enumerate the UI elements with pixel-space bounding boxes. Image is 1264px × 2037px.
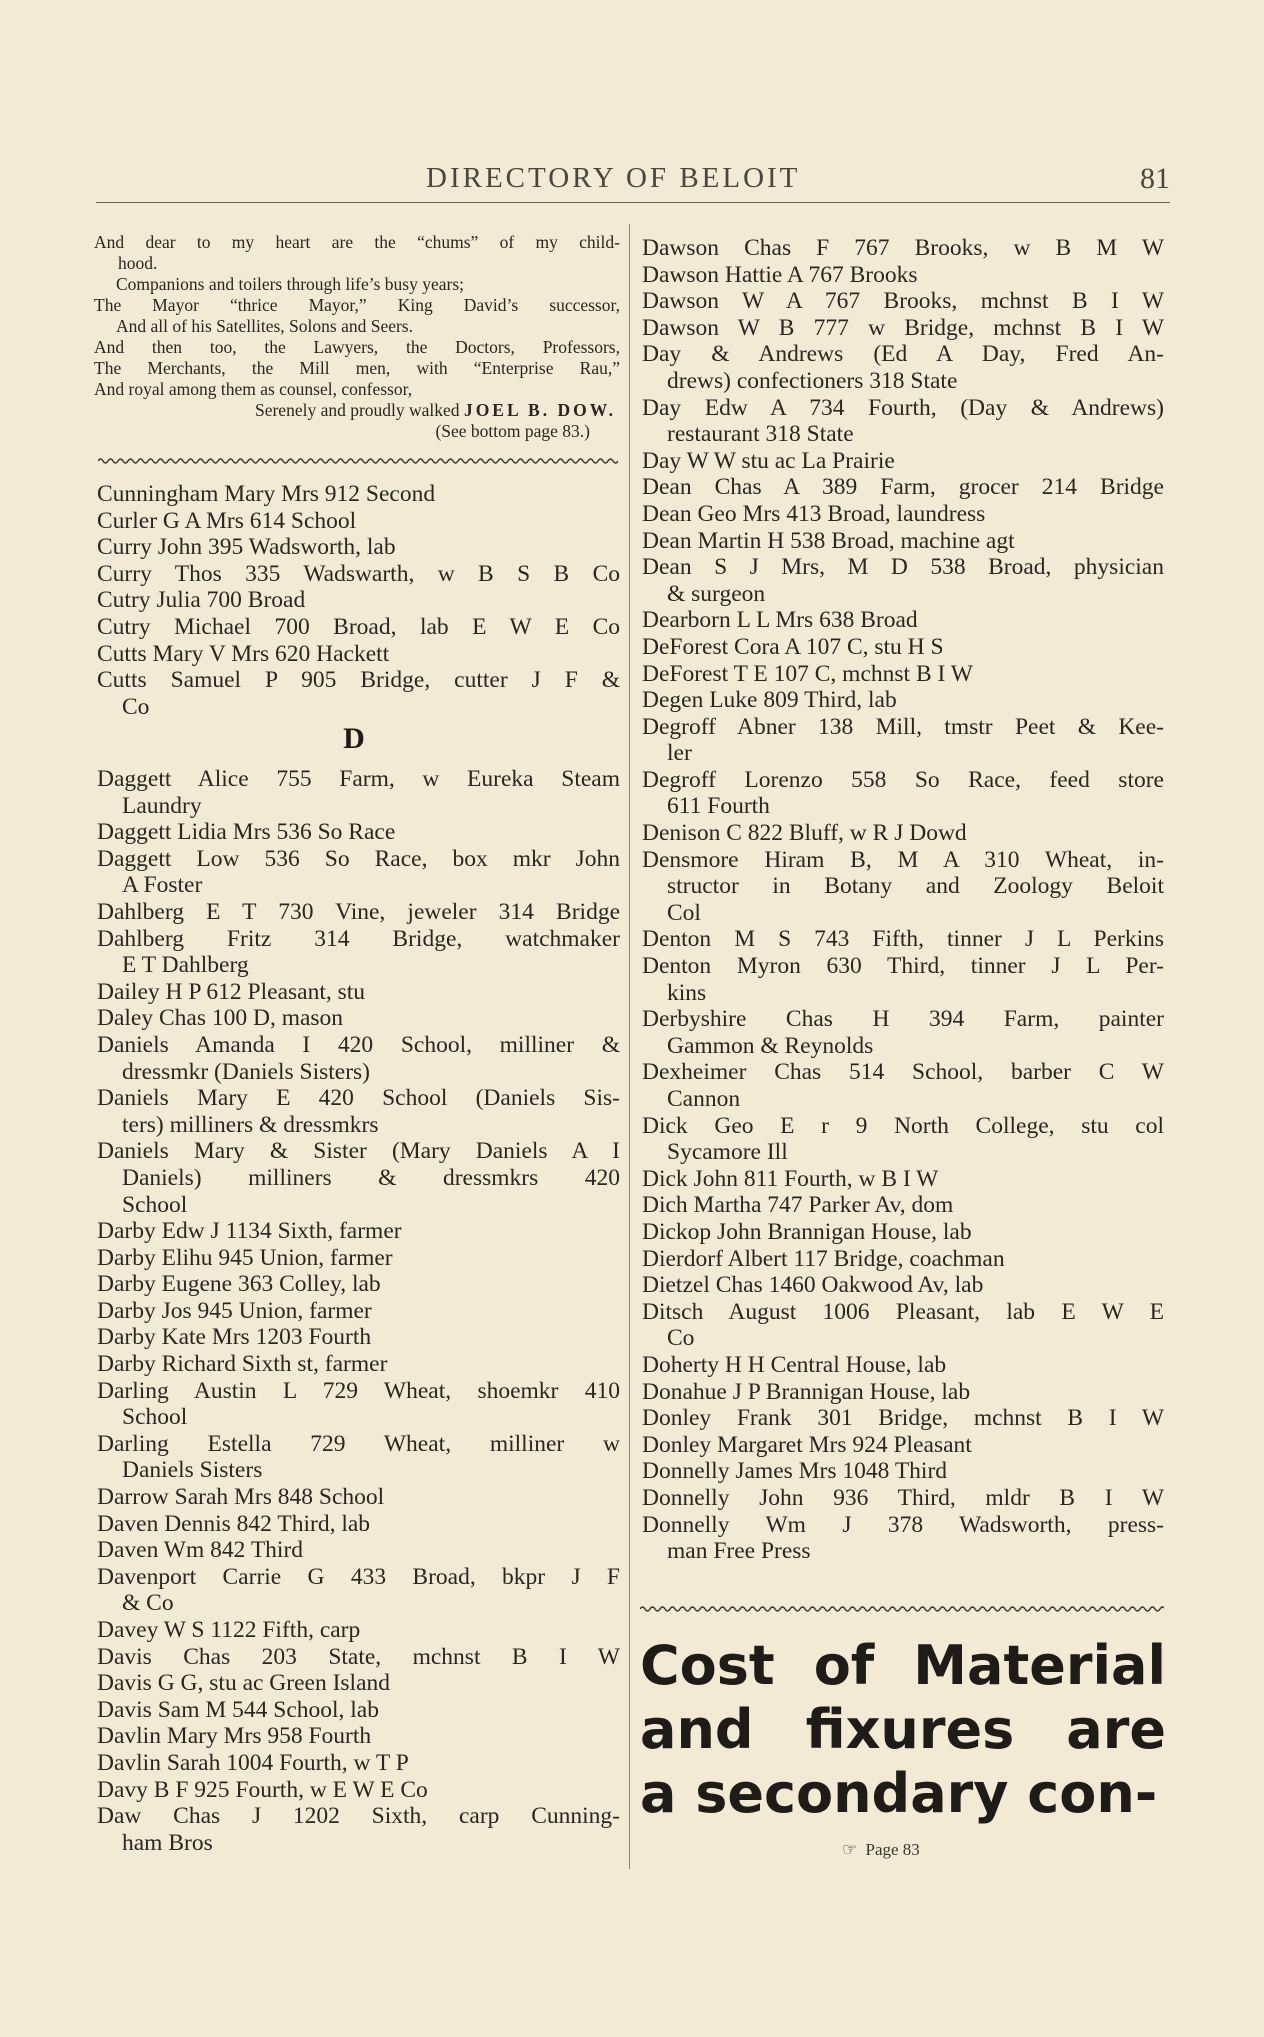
directory-entry: DeForest Cora A 107 C, stu H S [642, 633, 944, 660]
ad-line: a secondary con- [640, 1762, 1158, 1825]
svg-text:D: D [343, 724, 365, 752]
directory-entry: Dean Martin H 538 Broad, machine agt [642, 527, 1015, 554]
directory-entry: Donley Margaret Mrs 924 Pleasant [642, 1431, 972, 1458]
poem-line: hood. [118, 253, 158, 273]
directory-entry: Curry John 395 Wadsworth, lab [97, 534, 396, 561]
directory-entry: Daggett Lidia Mrs 536 So Race [97, 819, 396, 846]
directory-entry: Darby Kate Mrs 1203 Fourth [97, 1324, 372, 1351]
directory-entry: Doherty H H Central House, lab [642, 1351, 947, 1378]
directory-entry: Donahue J P Brannigan House, lab [642, 1378, 971, 1405]
directory-entry: Davlin Mary Mrs 958 Fourth [97, 1723, 372, 1750]
directory-entry: Co [122, 693, 150, 720]
directory-entry: Daniels Amanda I 420 School, milliner & [97, 1031, 620, 1058]
right-column-entries [642, 235, 1164, 1565]
directory-entry: Dawson W B 777 w Bridge, mchnst B I W [642, 314, 1164, 341]
directory-entry: Laundry [122, 792, 202, 819]
directory-entry: ters) milliners & dressmkrs [122, 1111, 379, 1138]
see-note: (See bottom page 83.) [435, 421, 590, 441]
ad-line: and fixures are [640, 1698, 1166, 1761]
directory-entry: Daniels Mary & Sister (Mary Daniels A I [97, 1138, 620, 1165]
directory-entry: Denison C 822 Bluff, w R J Dowd [642, 820, 967, 847]
directory-entry: 611 Fourth [667, 793, 770, 820]
directory-entry: Curler G A Mrs 614 School [97, 507, 357, 534]
directory-entry: Day Edw A 734 Fourth, (Day & Andrews) [642, 394, 1164, 421]
directory-entry: Dean Geo Mrs 413 Broad, laundress [642, 500, 986, 527]
directory-entry: Daw Chas J 1202 Sixth, carp Cunning- [97, 1803, 620, 1830]
directory-entry: Dahlberg E T 730 Vine, jeweler 314 Bridge [97, 898, 620, 925]
directory-entry: Cutry Julia 700 Broad [97, 587, 306, 614]
left-column-entries [97, 481, 620, 720]
directory-entry: Dailey H P 612 Pleasant, stu [97, 978, 366, 1005]
poem-line: The Merchants, the Mill men, with “Enterprise Rau,” [94, 358, 620, 378]
signature-name: JOEL B. DOW. [463, 400, 616, 420]
directory-entry: Darby Eugene 363 Colley, lab [97, 1271, 381, 1298]
poem-line: And royal among them as counsel, confessor, [94, 379, 413, 399]
poem-line: The Mayor “thrice Mayor,” King David’s successor, [94, 295, 620, 315]
directory-entry: man Free Press [667, 1538, 811, 1565]
directory-entry: Davis Chas 203 State, mchnst B I W [97, 1643, 620, 1670]
wave-divider-right [640, 1604, 1164, 1614]
directory-entry: ham Bros [122, 1829, 213, 1856]
header-rule [96, 202, 1170, 203]
directory-entry: Co [667, 1325, 695, 1352]
directory-entry: Degroff Lorenzo 558 So Race, feed store [642, 766, 1164, 793]
directory-entry: Darrow Sarah Mrs 848 School [97, 1484, 385, 1511]
directory-entry: Donnelly Wm J 378 Wadsworth, press- [642, 1511, 1164, 1538]
directory-entry: Day W W stu ac La Prairie [642, 447, 895, 474]
directory-entry: Dahlberg Fritz 314 Bridge, watchmaker [97, 925, 620, 952]
directory-entry: Denton Myron 630 Third, tinner J L Per- [642, 953, 1164, 980]
directory-entry: E T Dahlberg [122, 952, 249, 979]
directory-entry: Dawson W A 767 Brooks, mchnst B I W [642, 288, 1164, 315]
directory-entry: Cutts Mary V Mrs 620 Hackett [97, 640, 390, 667]
poem-line: Companions and toilers through life’s busy years; [116, 274, 465, 294]
directory-entry: Dich Martha 747 Parker Av, dom [642, 1192, 954, 1219]
directory-entry: ler [667, 740, 692, 767]
column-divider [629, 224, 630, 1869]
directory-entry: Cutts Samuel P 905 Bridge, cutter J F & [97, 667, 620, 694]
advertisement [640, 1634, 1166, 1826]
directory-entry: Curry Thos 335 Wadswarth, w B S B Co [97, 560, 620, 587]
directory-entry: Darby Elihu 945 Union, farmer [97, 1244, 393, 1271]
directory-entry: Daggett Alice 755 Farm, w Eureka Steam [97, 766, 620, 792]
directory-entry: Dexheimer Chas 514 School, barber C W [642, 1059, 1164, 1086]
directory-entry: Daven Dennis 842 Third, lab [97, 1510, 371, 1537]
page-title: DIRECTORY OF BELOIT [426, 162, 801, 194]
directory-entry: Daniels) milliners & dressmkrs 420 [122, 1164, 620, 1191]
directory-entry: A Foster [122, 872, 203, 899]
directory-entry: Dierdorf Albert 117 Bridge, coachman [642, 1245, 1005, 1272]
directory-entry: Dawson Hattie A 767 Brooks [642, 261, 918, 288]
directory-entry: Gammon & Reynolds [667, 1032, 874, 1059]
signature-line: Serenely and proudly walked [254, 400, 460, 420]
section-letter-d [330, 724, 378, 752]
directory-entry: Ditsch August 1006 Pleasant, lab E W E [642, 1298, 1164, 1325]
directory-entry: Donnelly John 936 Third, mldr B I W [642, 1484, 1164, 1511]
directory-entry: Sycamore Ill [667, 1139, 788, 1166]
directory-entry: Davenport Carrie G 433 Broad, bkpr J F [97, 1563, 620, 1590]
directory-entry: Darby Richard Sixth st, farmer [97, 1351, 388, 1378]
directory-entry: dressmkr (Daniels Sisters) [122, 1058, 371, 1085]
poem-signature [94, 400, 620, 421]
directory-entry: Davis Sam M 544 School, lab [97, 1696, 379, 1723]
directory-entry: DeForest T E 107 C, mchnst B I W [642, 660, 973, 687]
directory-entry: Davlin Sarah 1004 Fourth, w T P [97, 1749, 409, 1776]
directory-entry: Davey W S 1122 Fifth, carp [97, 1617, 361, 1643]
directory-entry: Col [667, 899, 701, 926]
directory-entry: Cunningham Mary Mrs 912 Second [97, 481, 436, 507]
directory-entry: Darby Jos 945 Union, farmer [97, 1297, 372, 1324]
directory-entry: School [122, 1191, 188, 1218]
directory-entry: Davis G G, stu ac Green Island [97, 1670, 391, 1697]
pointing-hand-icon: ☞ [842, 1840, 858, 1859]
page-header [96, 162, 1170, 204]
directory-entry: Dick Geo E r 9 North College, stu col [642, 1112, 1164, 1139]
directory-entry: Denton M S 743 Fifth, tinner J L Perkins [642, 926, 1164, 953]
directory-entry: Cannon [667, 1086, 741, 1112]
directory-entry: Donnelly James Mrs 1048 Third [642, 1458, 948, 1485]
directory-entry: Densmore Hiram B, M A 310 Wheat, in- [642, 846, 1164, 873]
directory-entry: kins [667, 979, 707, 1006]
ad-line: Cost of Material [640, 1634, 1166, 1697]
left-column-d-entries [97, 766, 620, 1856]
poem-excerpt [94, 232, 620, 442]
directory-entry: Degen Luke 809 Third, lab [642, 687, 897, 714]
directory-entry: School [122, 1404, 188, 1431]
poem-line: And then too, the Lawyers, the Doctors, Professors, [94, 337, 620, 357]
ad-page-reference [842, 1840, 920, 1860]
poem-line: And all of his Satellites, Solons and Seers. [116, 316, 413, 336]
directory-entry: Dawson Chas F 767 Brooks, w B M W [642, 235, 1164, 261]
directory-entry: Dietzel Chas 1460 Oakwood Av, lab [642, 1272, 984, 1299]
directory-entry: Darby Edw J 1134 Sixth, farmer [97, 1218, 402, 1245]
poem-line: And dear to my heart are the “chums” of my child- [94, 232, 620, 252]
directory-entry: & surgeon [667, 580, 766, 607]
directory-entry: restaurant 318 State [667, 421, 854, 448]
directory-entry: Daven Wm 842 Third [97, 1537, 304, 1564]
directory-entry: Daley Chas 100 D, mason [97, 1005, 344, 1032]
directory-entry: Dearborn L L Mrs 638 Broad [642, 607, 918, 634]
directory-entry: Donley Frank 301 Bridge, mchnst B I W [642, 1405, 1164, 1432]
directory-entry: Davy B F 925 Fourth, w E W E Co [97, 1776, 428, 1803]
directory-entry: Dick John 811 Fourth, w B I W [642, 1165, 939, 1192]
directory-entry: & Co [122, 1590, 174, 1617]
directory-entry: Cutry Michael 700 Broad, lab E W E Co [97, 613, 620, 640]
directory-entry: Derbyshire Chas H 394 Farm, painter [642, 1006, 1164, 1033]
directory-entry: Darling Estella 729 Wheat, milliner w [97, 1430, 620, 1457]
wave-divider-left [98, 456, 618, 466]
directory-entry: Daniels Sisters [122, 1457, 263, 1484]
directory-entry: Dean Chas A 389 Farm, grocer 214 Bridge [642, 474, 1164, 501]
directory-entry: drews) confectioners 318 State [667, 367, 958, 394]
directory-entry: Dean S J Mrs, M D 538 Broad, physician [642, 554, 1164, 581]
directory-entry: Darling Austin L 729 Wheat, shoemkr 410 [97, 1377, 620, 1404]
directory-entry: Daggett Low 536 So Race, box mkr John [97, 845, 620, 872]
directory-entry: Dickop John Brannigan House, lab [642, 1218, 972, 1245]
ad-page-ref-text: Page 83 [865, 1840, 920, 1859]
directory-entry: Daniels Mary E 420 School (Daniels Sis- [97, 1085, 620, 1112]
directory-entry: Degroff Abner 138 Mill, tmstr Peet & Kee- [642, 713, 1164, 740]
directory-entry: structor in Botany and Zoology Beloit [667, 873, 1164, 900]
directory-entry: Day & Andrews (Ed A Day, Fred An- [642, 341, 1164, 368]
page-number: 81 [1140, 162, 1170, 195]
